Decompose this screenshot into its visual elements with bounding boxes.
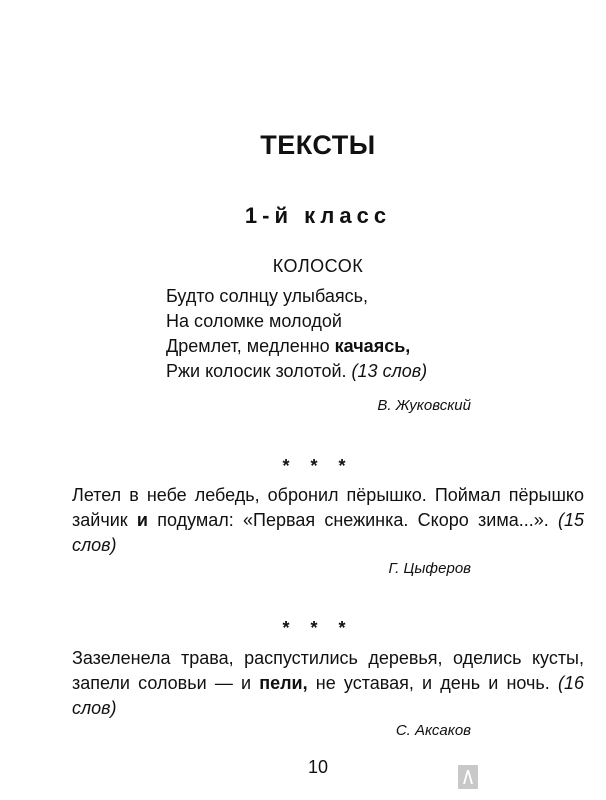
poem-line-3-text: Дремлет, медленно [166, 336, 335, 356]
text1-paragraph [72, 483, 584, 558]
text2-part1: Зазеленела трава, распустились деревья, оделись кусты, запели соловьи — и [72, 648, 584, 693]
section-subtitle: 1-й класс [244, 203, 392, 228]
poem-bold-word: качаясь, [334, 336, 411, 356]
poem-title: КОЛОСОК [272, 256, 364, 276]
poem-body [166, 284, 427, 384]
publisher-logo-icon [458, 765, 478, 789]
text2-paragraph [72, 646, 584, 721]
text2-part2: не уставая, и день и ночь. [307, 673, 558, 693]
page-title: ТЕКСТЫ [260, 130, 376, 160]
poem-word-count: (13 слов) [351, 361, 428, 381]
text1-part2: подумал: «Первая снежинка. Скоро зима...». [147, 510, 558, 530]
poem-line-2: На соломке молодой [166, 311, 342, 331]
poem-line-4 [166, 359, 427, 384]
poem-author: В. Жуковский [377, 397, 471, 414]
text1-author: Г. Цыферов [388, 560, 471, 577]
text1-bold-word: и [136, 510, 148, 530]
poem-line-3 [166, 334, 427, 359]
poem-line-4-text: Ржи колосик золотой. [166, 361, 352, 381]
separator-stars-2: * * * [282, 618, 354, 638]
text1-part1: Летел в небе лебедь, обронил пёрышко. Поймал пёрышко зайчик [72, 485, 584, 530]
text2-author: С. Аксаков [395, 722, 471, 739]
poem-line-1: Будто солнцу улыбаясь, [166, 286, 369, 306]
separator-stars-1: * * * [282, 456, 354, 476]
page-number: 10 [307, 757, 329, 777]
text2-bold-word: пели, [259, 673, 308, 693]
text1-word-count: (15 слов) [72, 510, 584, 555]
text2-word-count: (16 слов) [72, 673, 584, 718]
